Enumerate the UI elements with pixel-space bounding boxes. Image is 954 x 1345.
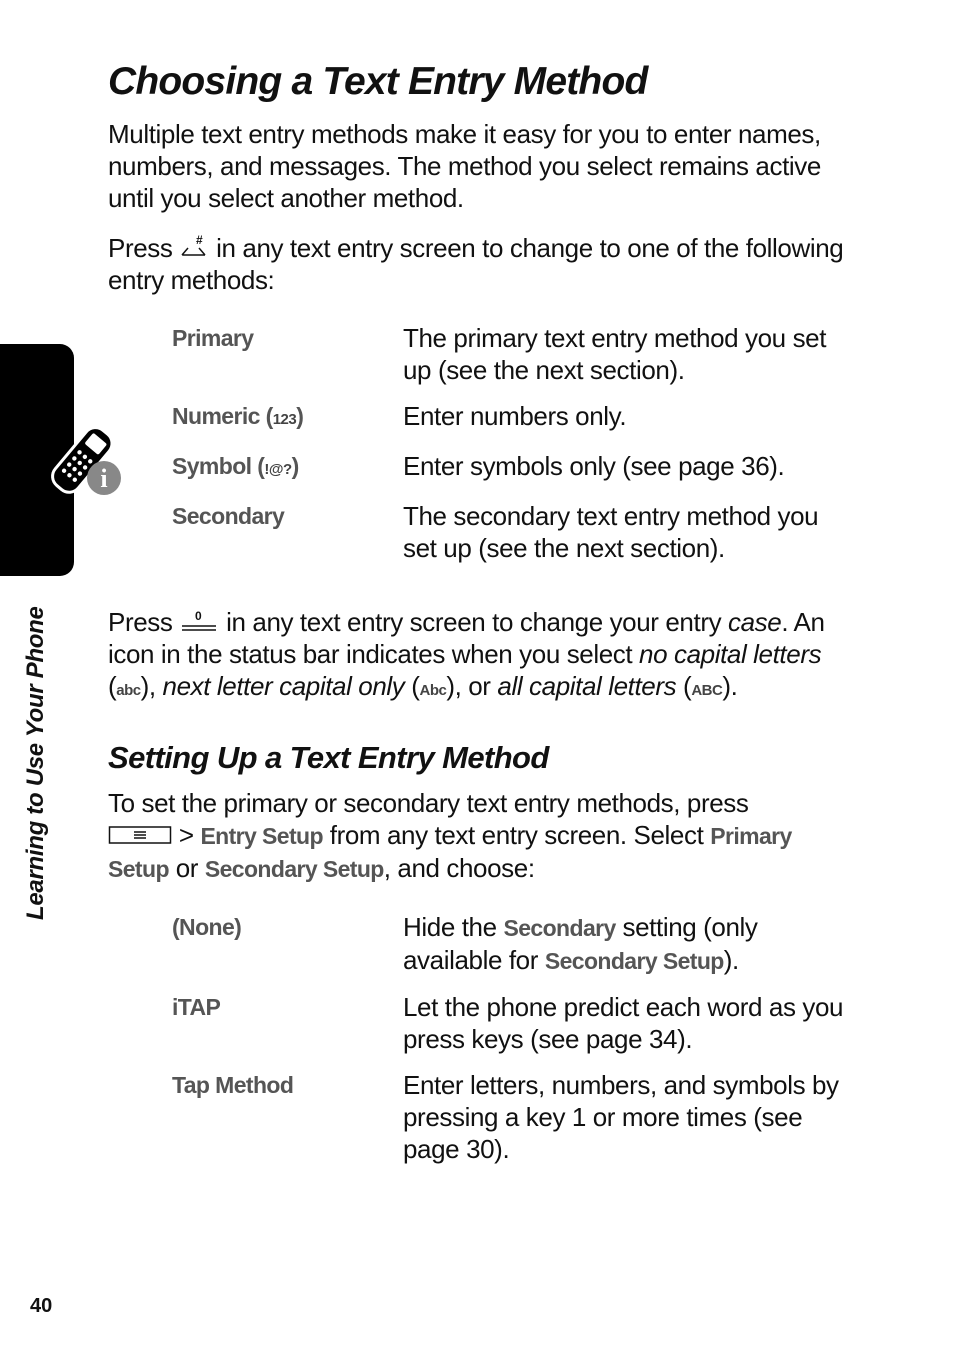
option-label: (None) bbox=[172, 914, 242, 940]
section-title: Setting Up a Text Entry Method bbox=[108, 740, 549, 775]
entry-methods-table bbox=[172, 322, 853, 578]
option-desc: Enter letters, numbers, and symbols by pressing a key 1 or more times (see page 30). bbox=[403, 1070, 839, 1164]
method-label: Primary bbox=[172, 325, 254, 351]
capitalize-mode-icon: Abc bbox=[419, 682, 447, 699]
option-desc: Hide the Secondary setting (only available for Secondary Setup). bbox=[403, 912, 758, 975]
method-label: Numeric bbox=[172, 403, 260, 429]
svg-text:i: i bbox=[100, 464, 108, 493]
side-section-label: Learning to Use Your Phone bbox=[22, 606, 49, 920]
setup-paragraph: To set the primary or secondary text entry methods, press > Entry Setup from any text entry screen. Select Primary Setup or Secondary Setup, and choose: bbox=[108, 788, 792, 883]
method-desc: The secondary text entry method you set up (see the next section). bbox=[403, 501, 819, 563]
option-label: Tap Method bbox=[172, 1072, 294, 1098]
svg-text:#: # bbox=[196, 233, 203, 247]
svg-text:0: 0 bbox=[195, 609, 202, 623]
table-row bbox=[172, 911, 853, 991]
method-label: Symbol bbox=[172, 453, 252, 479]
menu-key-icon bbox=[108, 824, 172, 846]
press-hash-paragraph: Press # in any text entry screen to change to one of the following entry methods: bbox=[108, 233, 844, 295]
option-label: iTAP bbox=[172, 994, 221, 1020]
zero-key-icon bbox=[179, 609, 219, 633]
table-row: Numeric (123) Enter numbers only. bbox=[172, 400, 853, 450]
press-zero-paragraph: Press 0 in any text entry screen to change your entry case. An icon in the status bar indicates when you select no capital letters (abc), next letter capital only (Abc), or all capital letters (ABC). bbox=[108, 607, 825, 701]
symbol-mode-icon: !@? bbox=[264, 461, 292, 478]
option-desc: Let the phone predict each word as you press keys (see page 34). bbox=[403, 992, 844, 1054]
page-title: Choosing a Text Entry Method bbox=[108, 60, 648, 103]
table-row: Symbol (!@?) Enter symbols only (see page 36). bbox=[172, 450, 853, 500]
method-label: Secondary bbox=[172, 503, 285, 529]
table-row bbox=[172, 991, 853, 1069]
setup-options-table bbox=[172, 911, 853, 1179]
lowercase-mode-icon: abc bbox=[116, 682, 141, 699]
method-desc: The primary text entry method you set up (see the next section). bbox=[403, 323, 827, 385]
numeric-mode-icon: 123 bbox=[272, 411, 297, 428]
hash-key-icon bbox=[179, 233, 209, 259]
method-desc: Enter numbers only. bbox=[403, 401, 627, 431]
page-number: 40 bbox=[30, 1295, 53, 1317]
table-row bbox=[172, 500, 853, 578]
page-content bbox=[108, 58, 853, 1207]
intro-paragraph: Multiple text entry methods make it easy for you to enter names, numbers, and messages. The method you select remains active until you select another method. bbox=[108, 119, 821, 213]
table-row bbox=[172, 1069, 853, 1179]
table-row bbox=[172, 322, 853, 400]
method-desc: Enter symbols only (see page 36). bbox=[403, 451, 785, 481]
uppercase-mode-icon: ABC bbox=[691, 682, 723, 699]
